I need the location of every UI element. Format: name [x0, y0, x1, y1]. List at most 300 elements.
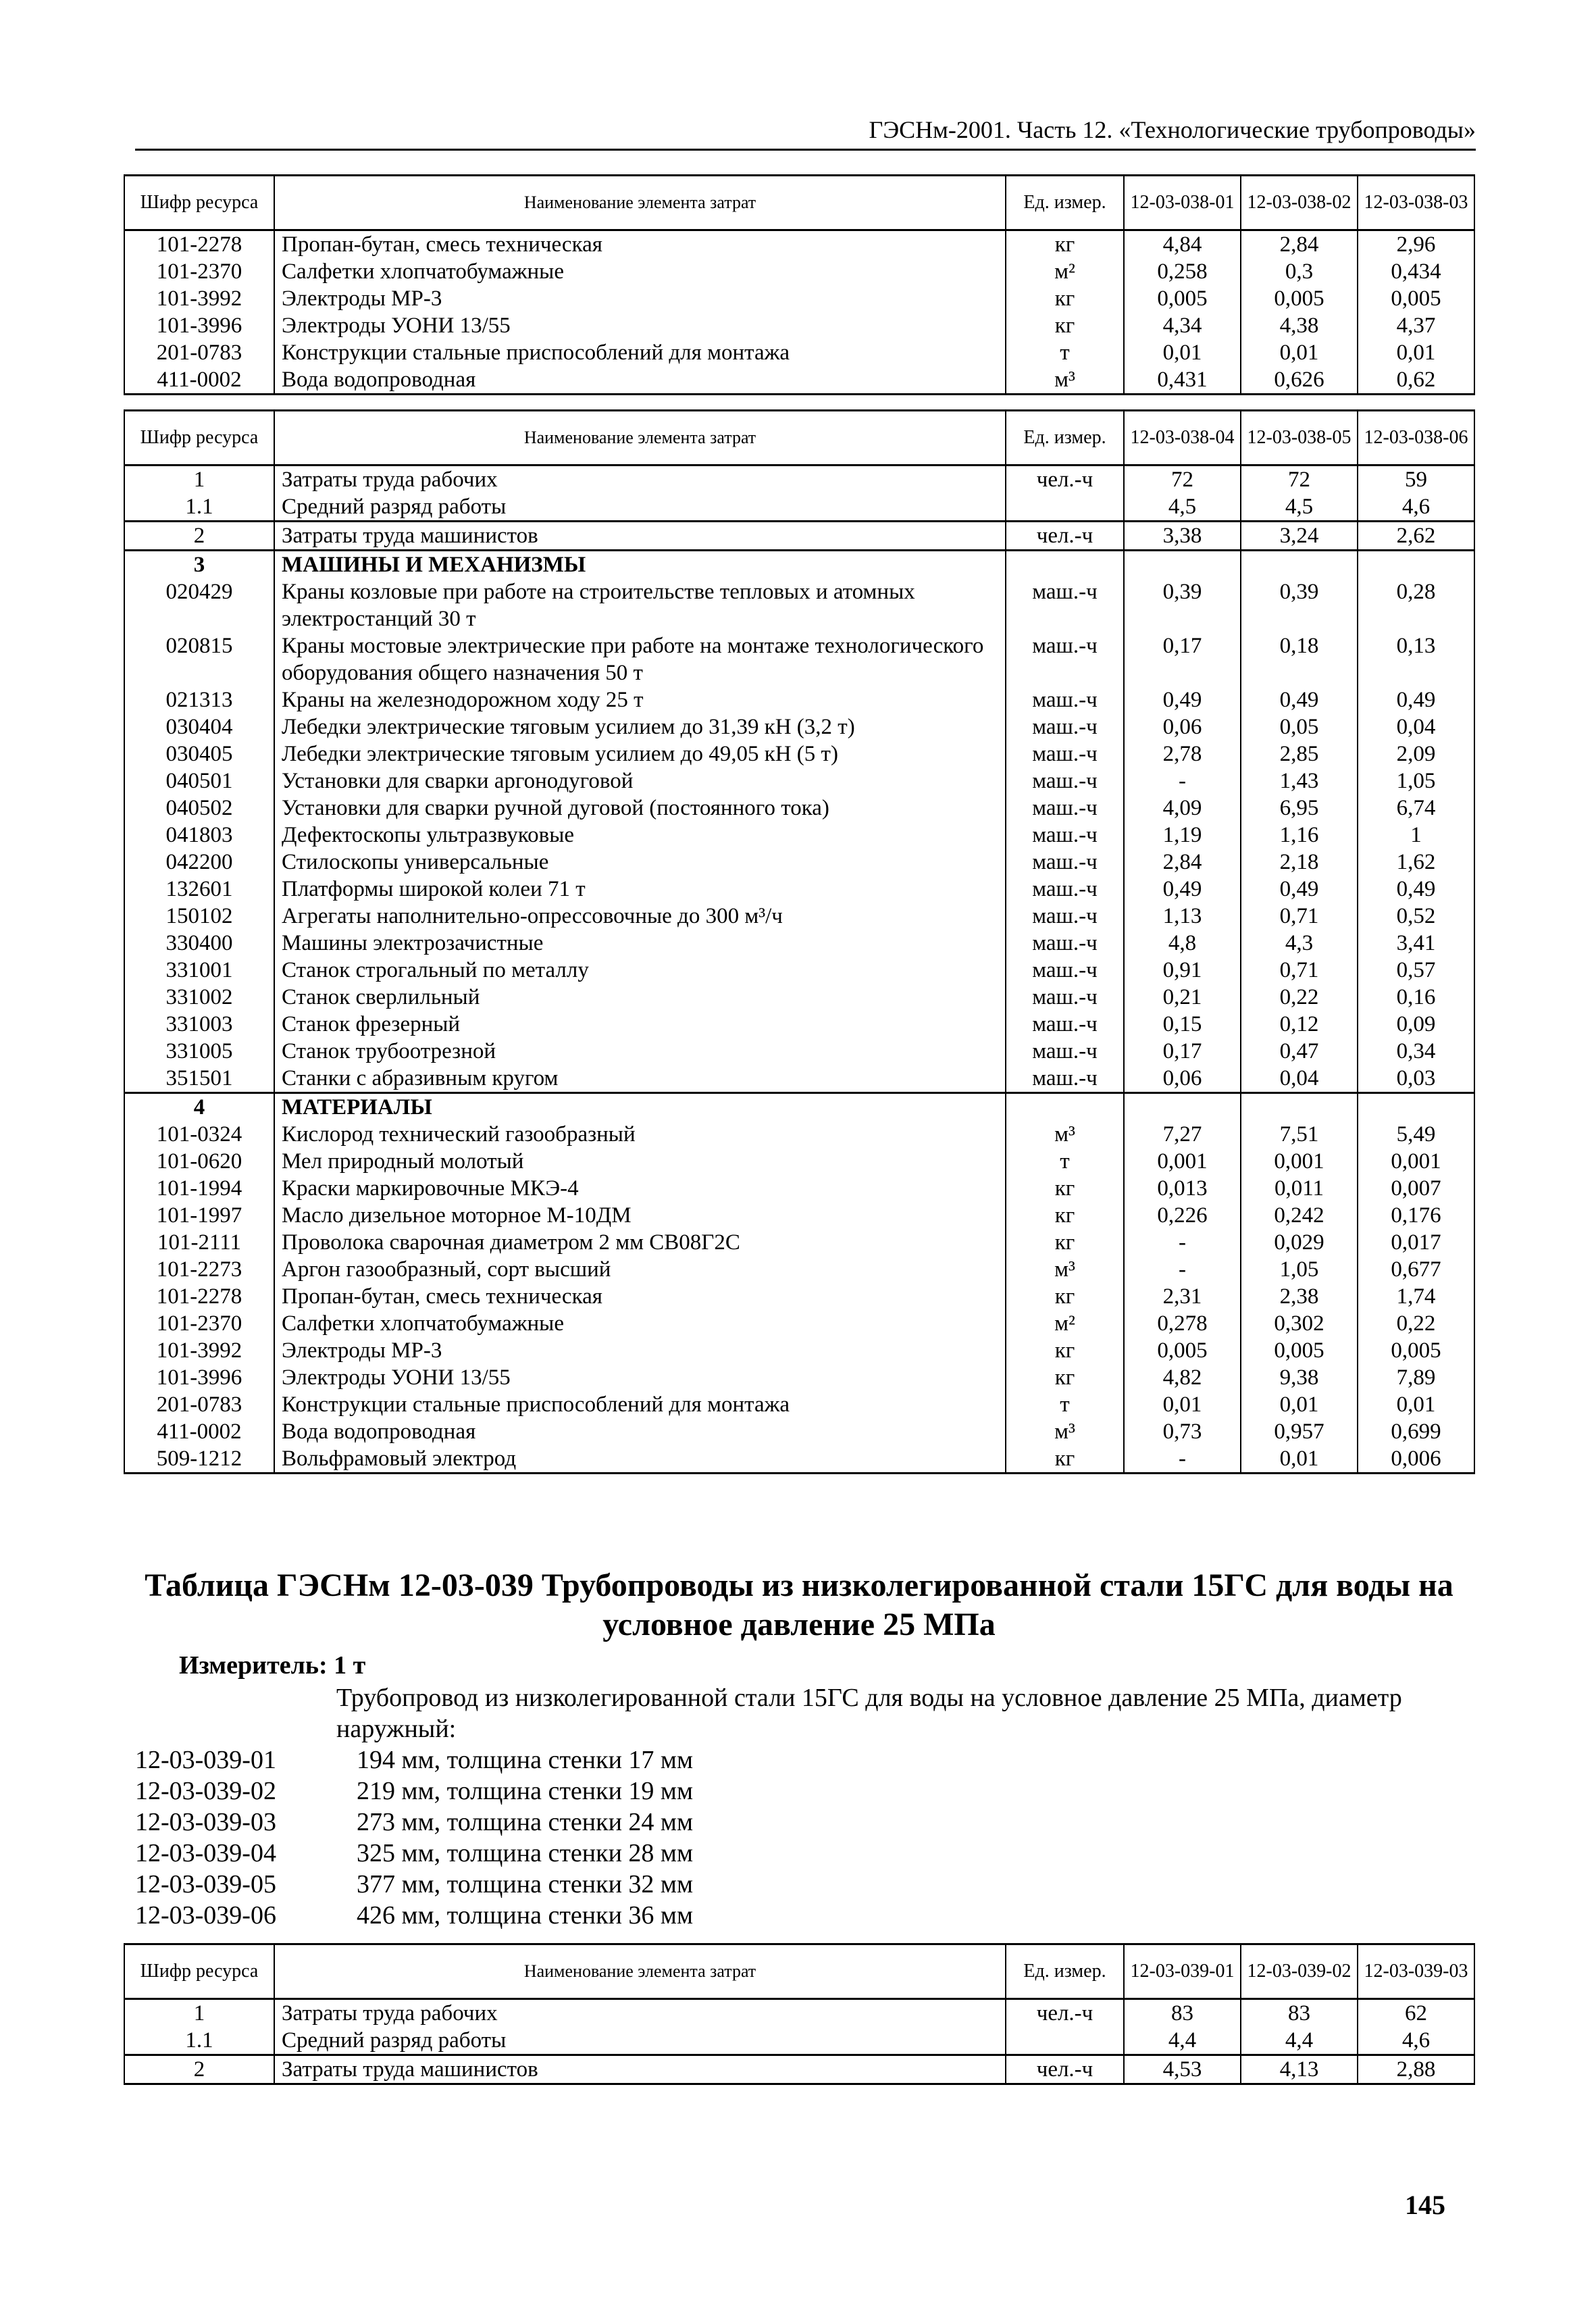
- value-cell: 0,677: [1358, 1256, 1474, 1283]
- resource-name-cell: Станок сверлильный: [274, 984, 1006, 1011]
- value-cell: 1,05: [1241, 1256, 1358, 1283]
- value-cell: 0,001: [1241, 1148, 1358, 1175]
- value-cell: 0,013: [1124, 1175, 1241, 1202]
- value-cell: 4,4: [1241, 2027, 1358, 2055]
- resource-name-cell: Установки для сварки ручной дуговой (постоянного тока): [274, 795, 1006, 822]
- meter-line: [179, 1650, 365, 1681]
- column-header-norm-2: 12-03-039-02: [1241, 1944, 1358, 1999]
- table-row: [124, 551, 1474, 579]
- value-cell: 1: [1358, 822, 1474, 849]
- value-cell: 0,431: [1124, 366, 1241, 395]
- table-row: [124, 903, 1474, 930]
- resource-code-cell: 1: [124, 466, 274, 494]
- table-row: [124, 230, 1474, 259]
- value-cell: 0,01: [1124, 339, 1241, 366]
- column-header-code: Шифр ресурса: [124, 176, 274, 230]
- resource-name-cell: Вода водопроводная: [274, 366, 1006, 395]
- value-cell: 0,258: [1124, 258, 1241, 285]
- resource-code-cell: 101-3992: [124, 1337, 274, 1364]
- variant-text: 325 мм, толщина стенки 28 мм: [357, 1839, 694, 1867]
- value-cell: 0,16: [1358, 984, 1474, 1011]
- resource-name-cell: Краны на железнодорожном ходу 25 т: [274, 686, 1006, 713]
- value-cell: [1124, 551, 1241, 579]
- resource-code-cell: 040502: [124, 795, 274, 822]
- table-header-row: [124, 176, 1474, 230]
- resource-code-cell: 132601: [124, 876, 274, 903]
- resource-name-cell: Пропан-бутан, смесь техническая: [274, 230, 1006, 259]
- resource-code-cell: 331002: [124, 984, 274, 1011]
- value-cell: 4,13: [1241, 2055, 1358, 2084]
- value-cell: [1241, 1093, 1358, 1122]
- resource-code-cell: 021313: [124, 686, 274, 713]
- resource-name-cell: Затраты труда машинистов: [274, 2055, 1006, 2084]
- resource-code-cell: 201-0783: [124, 1391, 274, 1418]
- column-header-norm-4: 12-03-038-04: [1124, 411, 1241, 466]
- table-row: [124, 632, 1474, 686]
- resource-name-cell: Станок трубоотрезной: [274, 1038, 1006, 1065]
- unit-cell: кг: [1006, 1283, 1124, 1310]
- meter-label: Измеритель:: [179, 1651, 328, 1680]
- unit-cell: маш.-ч: [1006, 768, 1124, 795]
- unit-cell: чел.-ч: [1006, 2055, 1124, 2084]
- column-header-name: Наименование элемента затрат: [274, 176, 1006, 230]
- table-row: [124, 2027, 1474, 2055]
- value-cell: 0,001: [1124, 1148, 1241, 1175]
- table-row: [124, 258, 1474, 285]
- value-cell: 0,699: [1358, 1418, 1474, 1445]
- value-cell: 0,18: [1241, 632, 1358, 686]
- table-row: [124, 466, 1474, 494]
- resource-name-cell: Затраты труда рабочих: [274, 1999, 1006, 2028]
- value-cell: 4,6: [1358, 2027, 1474, 2055]
- table-row: [124, 285, 1474, 312]
- value-cell: 0,49: [1358, 686, 1474, 713]
- table-row: [124, 740, 1474, 768]
- resource-code-cell: 411-0002: [124, 366, 274, 395]
- resource-name-cell: Электроды МР-3: [274, 285, 1006, 312]
- value-cell: 0,176: [1358, 1202, 1474, 1229]
- value-cell: 0,278: [1124, 1310, 1241, 1337]
- resource-code-cell: 042200: [124, 849, 274, 876]
- unit-cell: м²: [1006, 258, 1124, 285]
- value-cell: 0,007: [1358, 1175, 1474, 1202]
- table-row: [124, 1391, 1474, 1418]
- value-cell: [1241, 551, 1358, 579]
- resource-name-cell: Масло дизельное моторное М-10ДМ: [274, 1202, 1006, 1229]
- unit-cell: кг: [1006, 1175, 1124, 1202]
- table-row: [124, 876, 1474, 903]
- value-cell: 0,04: [1358, 713, 1474, 740]
- resource-name-cell: Аргон газообразный, сорт высший: [274, 1256, 1006, 1283]
- variant-code: 12-03-039-05: [135, 1870, 276, 1898]
- value-cell: 0,17: [1124, 632, 1241, 686]
- page-number: 145: [1405, 2190, 1445, 2220]
- column-header-norm-2: 12-03-038-02: [1241, 176, 1358, 230]
- table-row: [124, 686, 1474, 713]
- value-cell: 0,62: [1358, 366, 1474, 395]
- value-cell: 1,74: [1358, 1283, 1474, 1310]
- value-cell: 0,49: [1241, 686, 1358, 713]
- variant-item: [135, 1900, 693, 1931]
- variant-text: 426 мм, толщина стенки 36 мм: [357, 1901, 694, 1930]
- resource-table-039-01-03: [124, 1943, 1475, 2085]
- value-cell: -: [1124, 1229, 1241, 1256]
- table-row: [124, 984, 1474, 1011]
- unit-cell: маш.-ч: [1006, 903, 1124, 930]
- resource-code-cell: 101-3996: [124, 312, 274, 339]
- resource-name-cell: Платформы широкой колеи 71 т: [274, 876, 1006, 903]
- value-cell: -: [1124, 768, 1241, 795]
- value-cell: 0,13: [1358, 632, 1474, 686]
- value-cell: 59: [1358, 466, 1474, 494]
- unit-cell: маш.-ч: [1006, 930, 1124, 957]
- value-cell: 2,96: [1358, 230, 1474, 259]
- value-cell: 4,37: [1358, 312, 1474, 339]
- resource-name-cell: Машины электрозачистные: [274, 930, 1006, 957]
- resource-code-cell: 4: [124, 1093, 274, 1122]
- resource-code-cell: 351501: [124, 1065, 274, 1093]
- value-cell: 3,38: [1124, 522, 1241, 551]
- resource-name-cell: Краны козловые при работе на строительстве тепловых и атомных электростанций 30 т: [274, 578, 1006, 632]
- value-cell: 0,39: [1124, 578, 1241, 632]
- resource-code-cell: 411-0002: [124, 1418, 274, 1445]
- table-row: [124, 339, 1474, 366]
- value-cell: 0,029: [1241, 1229, 1358, 1256]
- column-header-norm-3: 12-03-038-03: [1358, 176, 1474, 230]
- value-cell: 0,39: [1241, 578, 1358, 632]
- variant-item: [135, 1744, 693, 1776]
- value-cell: 1,19: [1124, 822, 1241, 849]
- table-row: [124, 578, 1474, 632]
- variant-text: 273 мм, толщина стенки 24 мм: [357, 1808, 694, 1836]
- variant-list: [135, 1744, 693, 1931]
- resource-code-cell: 040501: [124, 768, 274, 795]
- table-row: [124, 713, 1474, 740]
- table-row: [124, 522, 1474, 551]
- table-row: [124, 1148, 1474, 1175]
- value-cell: 4,53: [1124, 2055, 1241, 2084]
- value-cell: 0,15: [1124, 1011, 1241, 1038]
- resource-code-cell: 101-2370: [124, 258, 274, 285]
- resource-code-cell: 2: [124, 2055, 274, 2084]
- resource-code-cell: 331001: [124, 957, 274, 984]
- value-cell: 72: [1241, 466, 1358, 494]
- column-header-unit: Ед. измер.: [1006, 411, 1124, 466]
- variant-item: [135, 1807, 693, 1838]
- value-cell: 1,05: [1358, 768, 1474, 795]
- value-cell: 0,04: [1241, 1065, 1358, 1093]
- unit-cell: м³: [1006, 366, 1124, 395]
- value-cell: 0,302: [1241, 1310, 1358, 1337]
- value-cell: 2,78: [1124, 740, 1241, 768]
- value-cell: 2,88: [1358, 2055, 1474, 2084]
- resource-name-cell: Мел природный молотый: [274, 1148, 1006, 1175]
- value-cell: 1,43: [1241, 768, 1358, 795]
- variant-text: 194 мм, толщина стенки 17 мм: [357, 1746, 694, 1774]
- value-cell: 0,03: [1358, 1065, 1474, 1093]
- value-cell: 0,226: [1124, 1202, 1241, 1229]
- table-header-row: [124, 411, 1474, 466]
- table-row: [124, 366, 1474, 395]
- value-cell: 0,49: [1358, 876, 1474, 903]
- unit-cell: [1006, 2027, 1124, 2055]
- variant-item: [135, 1838, 693, 1869]
- resource-code-cell: 101-1994: [124, 1175, 274, 1202]
- value-cell: -: [1124, 1256, 1241, 1283]
- value-cell: 0,06: [1124, 1065, 1241, 1093]
- resource-code-cell: 101-2111: [124, 1229, 274, 1256]
- resource-name-cell: Конструкции стальные приспособлений для монтажа: [274, 1391, 1006, 1418]
- value-cell: 0,47: [1241, 1038, 1358, 1065]
- value-cell: 4,34: [1124, 312, 1241, 339]
- unit-cell: м³: [1006, 1418, 1124, 1445]
- unit-cell: кг: [1006, 1202, 1124, 1229]
- resource-name-cell: Электроды МР-3: [274, 1337, 1006, 1364]
- column-header-name: Наименование элемента затрат: [274, 1944, 1006, 1999]
- value-cell: 1,16: [1241, 822, 1358, 849]
- value-cell: 0,01: [1124, 1391, 1241, 1418]
- column-header-norm-6: 12-03-038-06: [1358, 411, 1474, 466]
- resource-name-cell: Салфетки хлопчатобумажные: [274, 1310, 1006, 1337]
- section-description: Трубопровод из низколегированной стали 15ГС для воды на условное давление 25 МПа, диаметр наружный:: [336, 1684, 1402, 1743]
- value-cell: 0,49: [1124, 686, 1241, 713]
- resource-code-cell: 101-3992: [124, 285, 274, 312]
- unit-cell: т: [1006, 1391, 1124, 1418]
- resource-name-cell: Стилоскопы универсальные: [274, 849, 1006, 876]
- value-cell: 72: [1124, 466, 1241, 494]
- variant-item: [135, 1869, 693, 1900]
- value-cell: 4,5: [1241, 493, 1358, 522]
- resource-code-cell: 3: [124, 551, 274, 579]
- value-cell: 0,626: [1241, 366, 1358, 395]
- unit-cell: кг: [1006, 230, 1124, 259]
- value-cell: 0,17: [1124, 1038, 1241, 1065]
- unit-cell: маш.-ч: [1006, 1038, 1124, 1065]
- column-header-norm-1: 12-03-039-01: [1124, 1944, 1241, 1999]
- table-row: [124, 1175, 1474, 1202]
- unit-cell: [1006, 1093, 1124, 1122]
- value-cell: 2,38: [1241, 1283, 1358, 1310]
- value-cell: 0,09: [1358, 1011, 1474, 1038]
- value-cell: 4,4: [1124, 2027, 1241, 2055]
- resource-code-cell: 101-3996: [124, 1364, 274, 1391]
- value-cell: 4,82: [1124, 1364, 1241, 1391]
- value-cell: 0,21: [1124, 984, 1241, 1011]
- unit-cell: кг: [1006, 285, 1124, 312]
- resource-code-cell: 150102: [124, 903, 274, 930]
- resource-name-cell: Станок фрезерный: [274, 1011, 1006, 1038]
- value-cell: 0,001: [1358, 1148, 1474, 1175]
- column-header-norm-5: 12-03-038-05: [1241, 411, 1358, 466]
- column-header-code: Шифр ресурса: [124, 1944, 274, 1999]
- value-cell: 0,01: [1358, 339, 1474, 366]
- value-cell: 4,3: [1241, 930, 1358, 957]
- column-header-code: Шифр ресурса: [124, 411, 274, 466]
- table-row: [124, 957, 1474, 984]
- table-row: [124, 1121, 1474, 1148]
- value-cell: 83: [1124, 1999, 1241, 2028]
- resource-code-cell: 330400: [124, 930, 274, 957]
- resource-name-cell: Вольфрамовый электрод: [274, 1445, 1006, 1474]
- unit-cell: чел.-ч: [1006, 466, 1124, 494]
- resource-code-cell: 101-0324: [124, 1121, 274, 1148]
- resource-name-cell: Дефектоскопы ультразвуковые: [274, 822, 1006, 849]
- resource-code-cell: 030404: [124, 713, 274, 740]
- resource-name-cell: Затраты труда машинистов: [274, 522, 1006, 551]
- unit-cell: маш.-ч: [1006, 686, 1124, 713]
- table-row: [124, 795, 1474, 822]
- unit-cell: маш.-ч: [1006, 849, 1124, 876]
- resource-name-cell: Установки для сварки аргонодуговой: [274, 768, 1006, 795]
- column-header-unit: Ед. измер.: [1006, 176, 1124, 230]
- table-header-row: [124, 1944, 1474, 1999]
- value-cell: 5,49: [1358, 1121, 1474, 1148]
- section-title: Таблица ГЭСНм 12-03-039 Трубопроводы из низколегированной стали 15ГС для воды на условное давление 25 МПа: [145, 1567, 1453, 1642]
- resource-name-cell: Вода водопроводная: [274, 1418, 1006, 1445]
- value-cell: 0,71: [1241, 957, 1358, 984]
- value-cell: 2,84: [1124, 849, 1241, 876]
- value-cell: 0,91: [1124, 957, 1241, 984]
- value-cell: [1124, 1093, 1241, 1122]
- resource-code-cell: 331005: [124, 1038, 274, 1065]
- column-header-unit: Ед. измер.: [1006, 1944, 1124, 1999]
- unit-cell: маш.-ч: [1006, 795, 1124, 822]
- table-row: [124, 1202, 1474, 1229]
- resource-code-cell: 101-2278: [124, 1283, 274, 1310]
- resource-name-cell: Агрегаты наполнительно-опрессовочные до 300 м³/ч: [274, 903, 1006, 930]
- unit-cell: чел.-ч: [1006, 1999, 1124, 2028]
- value-cell: 2,62: [1358, 522, 1474, 551]
- unit-cell: маш.-ч: [1006, 957, 1124, 984]
- unit-cell: кг: [1006, 1337, 1124, 1364]
- value-cell: 0,01: [1358, 1391, 1474, 1418]
- unit-cell: маш.-ч: [1006, 713, 1124, 740]
- resource-code-cell: 020815: [124, 632, 274, 686]
- value-cell: 0,01: [1241, 1445, 1358, 1474]
- value-cell: 4,6: [1358, 493, 1474, 522]
- value-cell: 0,005: [1241, 1337, 1358, 1364]
- resource-name-cell: МАШИНЫ И МЕХАНИЗМЫ: [274, 551, 1006, 579]
- unit-cell: маш.-ч: [1006, 740, 1124, 768]
- table-row: [124, 493, 1474, 522]
- variant-code: 12-03-039-02: [135, 1777, 276, 1805]
- value-cell: 0,22: [1358, 1310, 1474, 1337]
- resource-code-cell: 201-0783: [124, 339, 274, 366]
- value-cell: 0,957: [1241, 1418, 1358, 1445]
- value-cell: 4,8: [1124, 930, 1241, 957]
- value-cell: 0,01: [1241, 1391, 1358, 1418]
- unit-cell: т: [1006, 339, 1124, 366]
- resource-code-cell: 1: [124, 1999, 274, 2028]
- running-header: ГЭСНм-2001. Часть 12. «Технологические трубопроводы»: [135, 115, 1476, 151]
- value-cell: -: [1124, 1445, 1241, 1474]
- value-cell: 0,434: [1358, 258, 1474, 285]
- value-cell: 0,73: [1124, 1418, 1241, 1445]
- resource-table-038-04-06: [124, 409, 1475, 1474]
- unit-cell: м³: [1006, 1121, 1124, 1148]
- value-cell: 7,27: [1124, 1121, 1241, 1148]
- resource-name-cell: Средний разряд работы: [274, 2027, 1006, 2055]
- value-cell: 6,74: [1358, 795, 1474, 822]
- resource-code-cell: 101-0620: [124, 1148, 274, 1175]
- unit-cell: м³: [1006, 1256, 1124, 1283]
- value-cell: 0,011: [1241, 1175, 1358, 1202]
- resource-name-cell: Станок строгальный по металлу: [274, 957, 1006, 984]
- value-cell: 1,13: [1124, 903, 1241, 930]
- value-cell: 1,62: [1358, 849, 1474, 876]
- unit-cell: маш.-ч: [1006, 876, 1124, 903]
- variant-code: 12-03-039-01: [135, 1746, 276, 1774]
- column-header-name: Наименование элемента затрат: [274, 411, 1006, 466]
- value-cell: 2,09: [1358, 740, 1474, 768]
- unit-cell: маш.-ч: [1006, 632, 1124, 686]
- variant-text: 377 мм, толщина стенки 32 мм: [357, 1870, 694, 1898]
- unit-cell: [1006, 493, 1124, 522]
- value-cell: 0,49: [1241, 876, 1358, 903]
- column-header-norm-1: 12-03-038-01: [1124, 176, 1241, 230]
- variant-code: 12-03-039-04: [135, 1839, 276, 1867]
- unit-cell: кг: [1006, 1445, 1124, 1474]
- value-cell: 0,49: [1124, 876, 1241, 903]
- value-cell: 0,005: [1124, 285, 1241, 312]
- value-cell: 0,005: [1241, 285, 1358, 312]
- value-cell: 0,3: [1241, 258, 1358, 285]
- unit-cell: м²: [1006, 1310, 1124, 1337]
- resource-name-cell: МАТЕРИАЛЫ: [274, 1093, 1006, 1122]
- unit-cell: маш.-ч: [1006, 984, 1124, 1011]
- value-cell: 0,52: [1358, 903, 1474, 930]
- resource-name-cell: Конструкции стальные приспособлений для монтажа: [274, 339, 1006, 366]
- resource-code-cell: 509-1212: [124, 1445, 274, 1474]
- resource-code-cell: 101-2278: [124, 230, 274, 259]
- resource-code-cell: 1.1: [124, 2027, 274, 2055]
- table-row: [124, 1011, 1474, 1038]
- table-row: [124, 2055, 1474, 2084]
- value-cell: 0,28: [1358, 578, 1474, 632]
- resource-code-cell: 101-2273: [124, 1256, 274, 1283]
- unit-cell: маш.-ч: [1006, 1011, 1124, 1038]
- resource-code-cell: 2: [124, 522, 274, 551]
- resource-name-cell: Краны мостовые электрические при работе на монтаже технологического оборудования общего назначения 50 т: [274, 632, 1006, 686]
- value-cell: 0,017: [1358, 1229, 1474, 1256]
- table-row: [124, 1229, 1474, 1256]
- resource-table-038-01-03: [124, 174, 1475, 395]
- value-cell: 0,005: [1358, 285, 1474, 312]
- resource-name-cell: Пропан-бутан, смесь техническая: [274, 1283, 1006, 1310]
- table-row: [124, 1256, 1474, 1283]
- value-cell: 4,5: [1124, 493, 1241, 522]
- value-cell: 0,22: [1241, 984, 1358, 1011]
- value-cell: 2,84: [1241, 230, 1358, 259]
- unit-cell: кг: [1006, 1364, 1124, 1391]
- table-row: [124, 930, 1474, 957]
- variant-code: 12-03-039-06: [135, 1901, 276, 1930]
- table-row: [124, 849, 1474, 876]
- value-cell: 0,005: [1124, 1337, 1241, 1364]
- resource-name-cell: Станки с абразивным кругом: [274, 1065, 1006, 1093]
- table-row: [124, 1999, 1474, 2028]
- value-cell: 0,34: [1358, 1038, 1474, 1065]
- table-row: [124, 822, 1474, 849]
- table-row: [124, 312, 1474, 339]
- value-cell: 7,51: [1241, 1121, 1358, 1148]
- table-row: [124, 1418, 1474, 1445]
- table-row: [124, 1337, 1474, 1364]
- value-cell: 0,05: [1241, 713, 1358, 740]
- table-row: [124, 1445, 1474, 1474]
- value-cell: 0,006: [1358, 1445, 1474, 1474]
- resource-name-cell: Электроды УОНИ 13/55: [274, 1364, 1006, 1391]
